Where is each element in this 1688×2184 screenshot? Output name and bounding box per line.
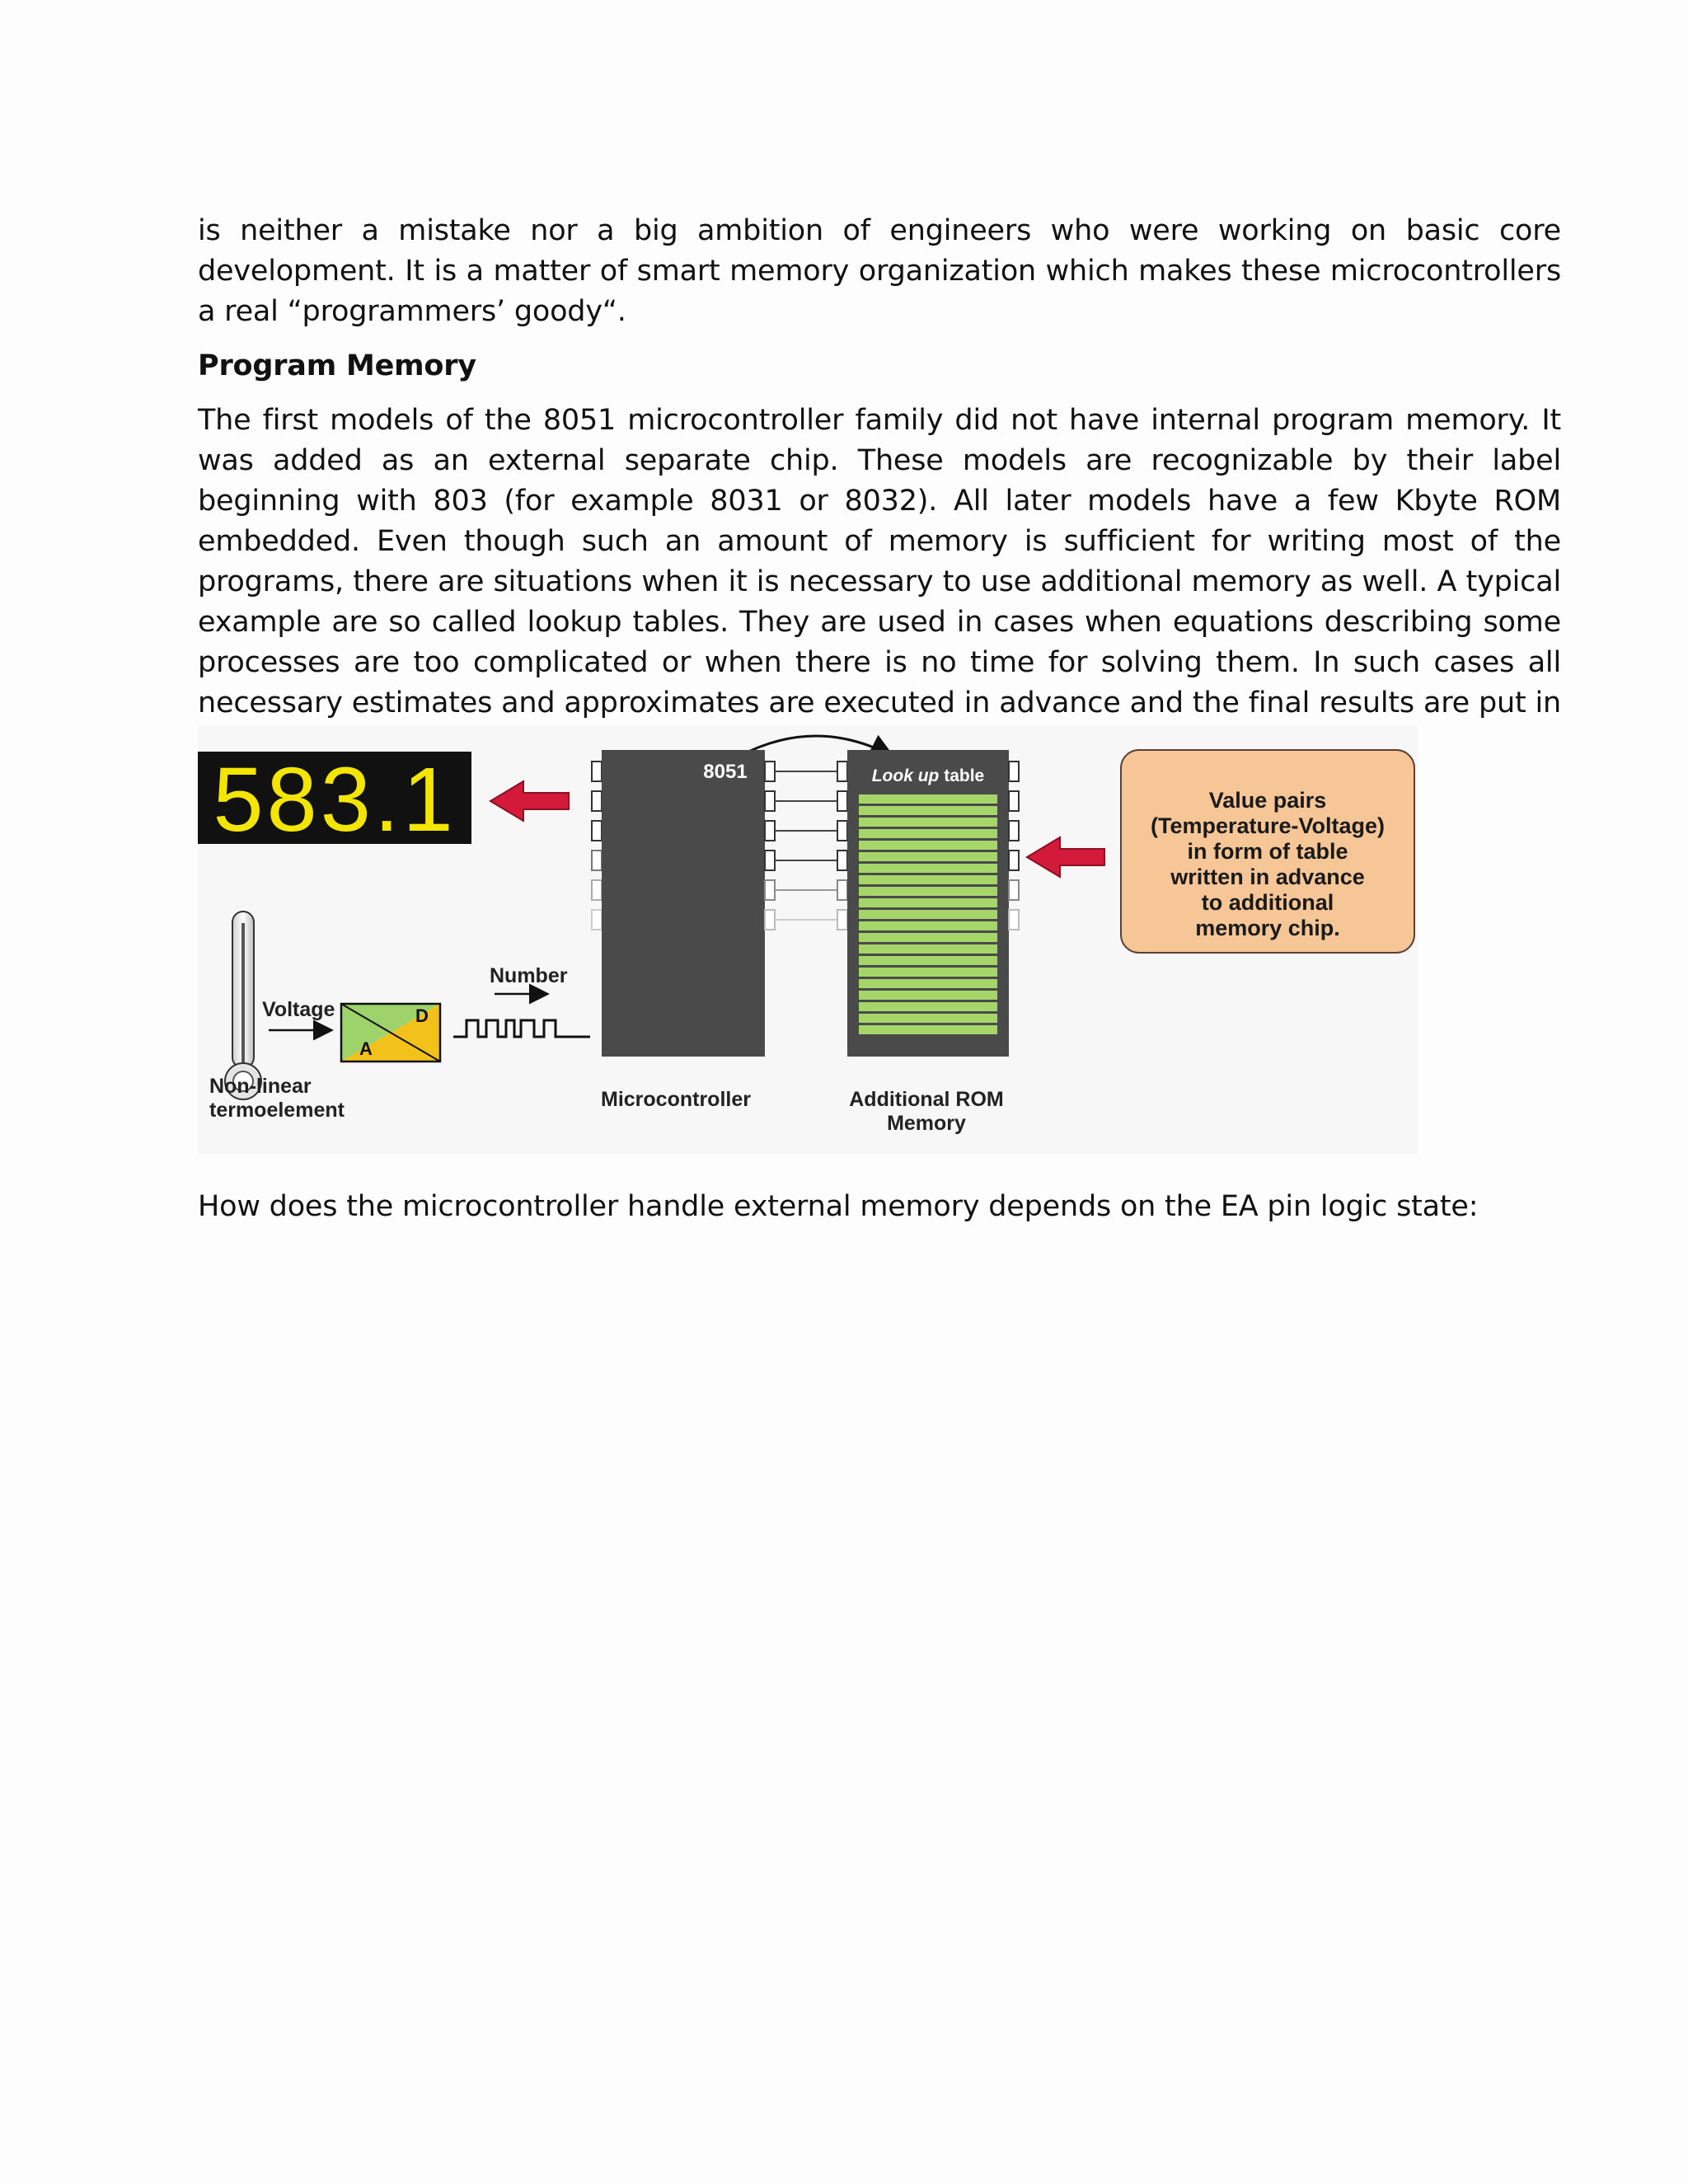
microcontroller-label: Microcontroller xyxy=(601,1088,751,1111)
seven-segment-display xyxy=(198,749,471,851)
lookup-table-diagram xyxy=(198,725,1418,1154)
section-heading: Program Memory xyxy=(198,349,476,382)
note-line-1: Value pairs xyxy=(1208,788,1327,813)
ea-pin-paragraph: How does the microcontroller handle external memory depends on the EA pin logic state: xyxy=(198,1190,1479,1223)
lookup-table-rows xyxy=(859,794,997,1034)
thermo-label-line-2: termoelement xyxy=(209,1099,345,1122)
note-line-2: (Temperature-Voltage) xyxy=(1150,813,1386,838)
program-memory-paragraph: The first models of the 8051 microcontroller family did not have internal program memory. It was added as an external separate chip. These models are recognizable by their label beginning with 803 (for example 8031 or 8032). All later models have a few Kbyte ROM embedded. Even though such an amount of memory is sufficient for writing most of the programs, there are situations when it is necessary to use additional memory as well. A typical example are so called lookup tables. They are used in cases when equations describing some processes are too complicated or when there is no time for solving them. In such cases all necessary estimates and approximates are executed in advance and the final results are put in xyxy=(198,404,1561,719)
note-line-6: memory chip. xyxy=(1195,916,1340,940)
intro-paragraph: is neither a mistake nor a big ambition of engineers who were working on basic core development. It is a matter of smart memory organization which makes these microcontrollers a real “programmers’ goody“. xyxy=(198,214,1561,328)
note-line-4: written in advance xyxy=(1170,865,1365,889)
lookup-table-label: Look up table xyxy=(871,766,985,785)
display-value: 583.1 xyxy=(213,749,457,851)
note-line-3: in form of table xyxy=(1187,839,1348,864)
rom-label-line-2: Memory xyxy=(887,1112,966,1135)
adc-a-label: A xyxy=(359,1038,373,1059)
chip-label: 8051 xyxy=(703,761,748,783)
voltage-label: Voltage xyxy=(262,998,335,1021)
microcontroller-chip xyxy=(602,750,765,1057)
thermo-label-line-1: Non-linear xyxy=(209,1075,312,1098)
rom-label-line-1: Additional ROM xyxy=(849,1088,1004,1111)
note-line-5: to additional xyxy=(1201,890,1334,915)
adc-converter-icon xyxy=(341,1004,440,1062)
number-label: Number xyxy=(490,964,568,987)
adc-d-label: D xyxy=(415,1005,429,1026)
